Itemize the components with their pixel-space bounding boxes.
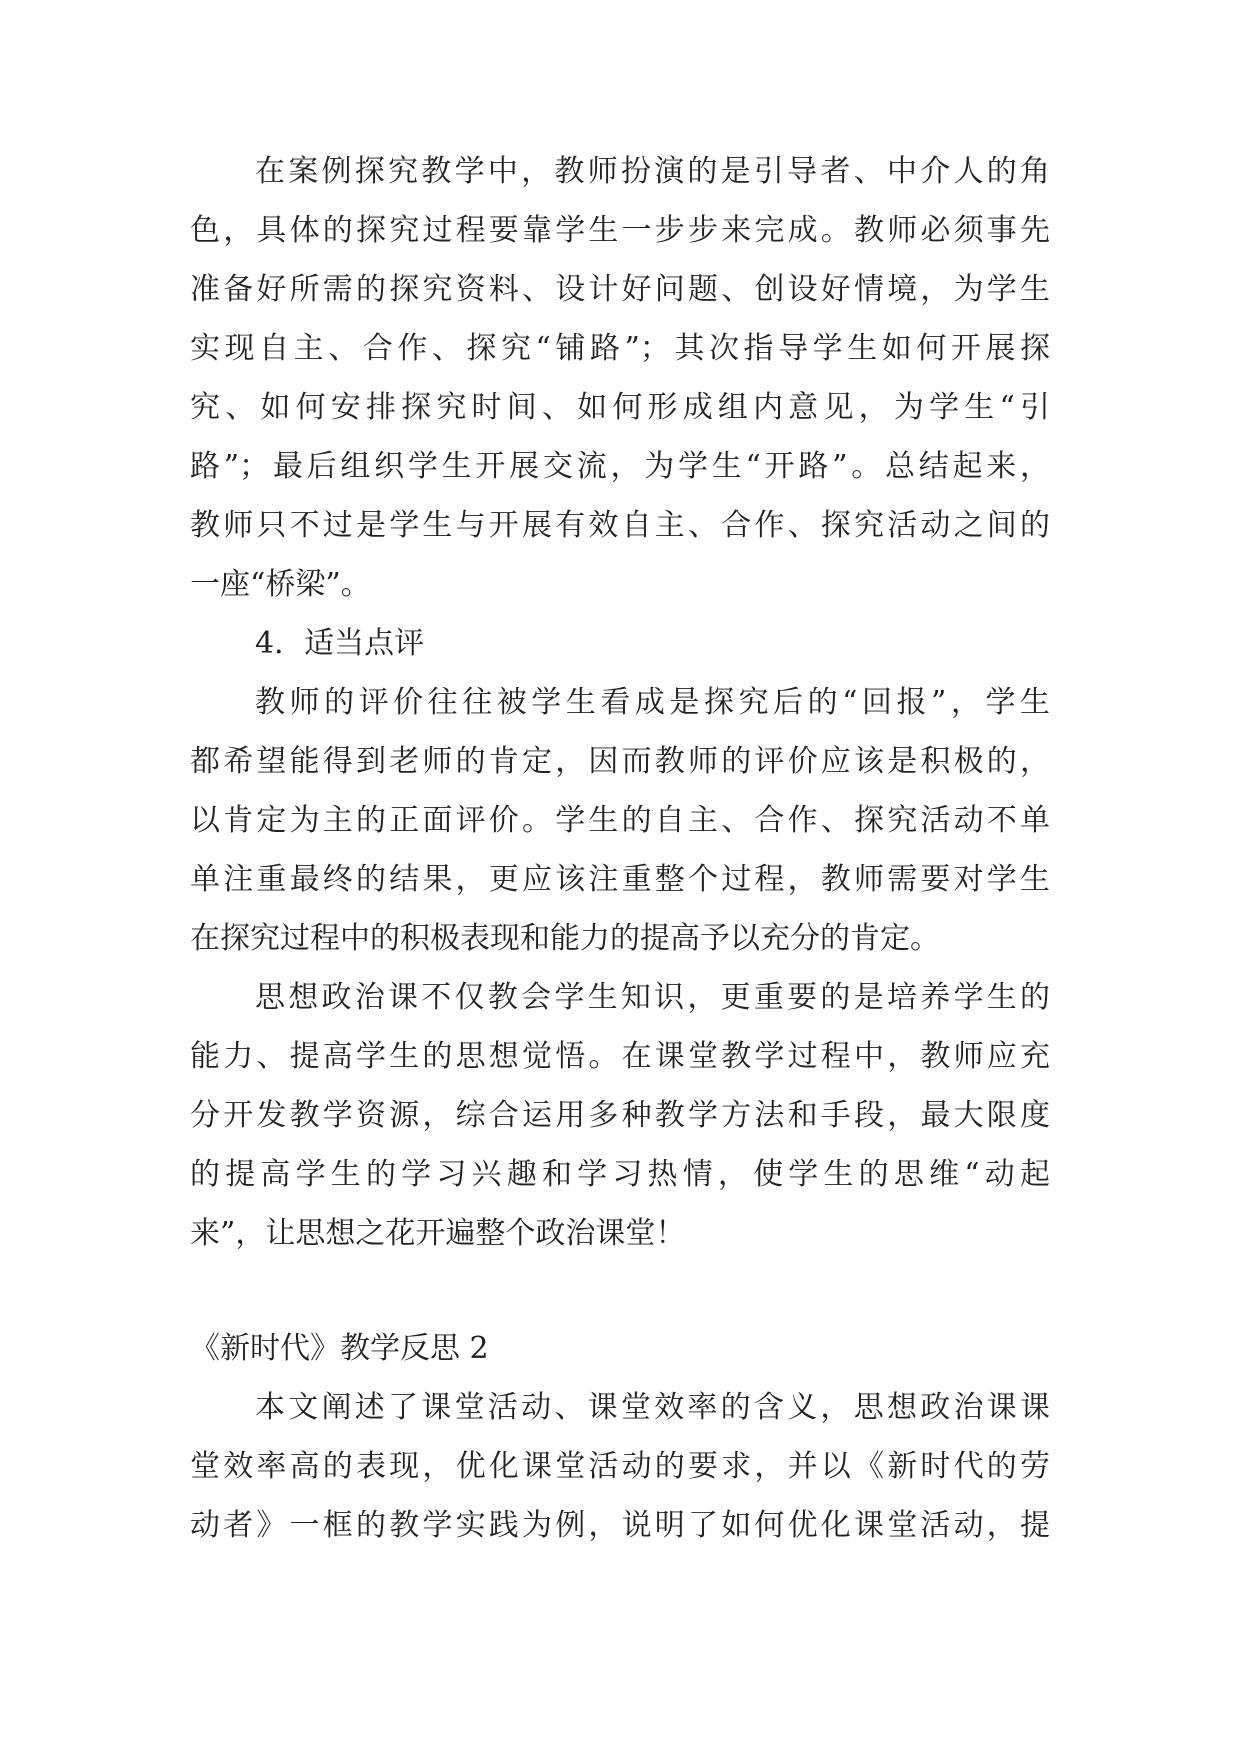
paragraph-2-line-3: 以肯定为主的正面评价。学生的自主、合作、探究活动不单 [190, 803, 1050, 838]
paragraph-1-line-1: 在案例探究教学中，教师扮演的是引导者、中介人的角 [255, 154, 1050, 189]
paragraph-1-line-6: 路”；最后组织学生开展交流，为学生“开路”。总结起来， [190, 449, 1050, 484]
subheading: 4．适当点评 [255, 626, 425, 661]
paragraph-2-line-2: 都希望能得到老师的肯定，因而教师的评价应该是积极的， [190, 744, 1050, 779]
paragraph-1-line-3: 准备好所需的探究资料、设计好问题、创设好情境，为学生 [190, 272, 1050, 307]
paragraph-1-line-5: 究、如何安排探究时间、如何形成组内意见，为学生“引 [190, 390, 1050, 425]
paragraph-2-line-4: 单注重最终的结果，更应该注重整个过程，教师需要对学生 [190, 862, 1050, 897]
paragraph-3-line-1: 思想政治课不仅教会学生知识，更重要的是培养学生的 [255, 980, 1050, 1015]
paragraph-1-line-7: 教师只不过是学生与开展有效自主、合作、探究活动之间的 [190, 508, 1050, 543]
paragraph-1-line-2: 色，具体的探究过程要靠学生一步步来完成。教师必须事先 [190, 213, 1050, 248]
paragraph-4-line-1: 本文阐述了课堂活动、课堂效率的含义，思想政治课课 [255, 1390, 1050, 1425]
section-title: 《新时代》教学反思 2 [190, 1331, 489, 1366]
paragraph-3-line-3: 分开发教学资源，综合运用多种教学方法和手段，最大限度 [190, 1098, 1050, 1133]
paragraph-1-line-4: 实现自主、合作、探究“铺路”；其次指导学生如何开展探 [190, 331, 1050, 366]
paragraph-3-line-2: 能力、提高学生的思想觉悟。在课堂教学过程中，教师应充 [190, 1039, 1050, 1074]
paragraph-4-line-3: 动者》一框的教学实践为例，说明了如何优化课堂活动，提 [190, 1508, 1050, 1543]
paragraph-2-line-1: 教师的评价往往被学生看成是探究后的“回报”，学生 [255, 685, 1050, 720]
paragraph-4-line-2: 堂效率高的表现，优化课堂活动的要求，并以《新时代的劳 [190, 1449, 1050, 1484]
paragraph-1-line-8: 一座“桥梁”。 [190, 567, 371, 602]
paragraph-3-line-4: 的提高学生的学习兴趣和学习热情，使学生的思维“动起 [190, 1157, 1050, 1192]
paragraph-2-line-5: 在探究过程中的积极表现和能力的提高予以充分的肯定。 [190, 921, 940, 956]
paragraph-3-line-5: 来”，让思想之花开遍整个政治课堂！ [190, 1216, 686, 1251]
